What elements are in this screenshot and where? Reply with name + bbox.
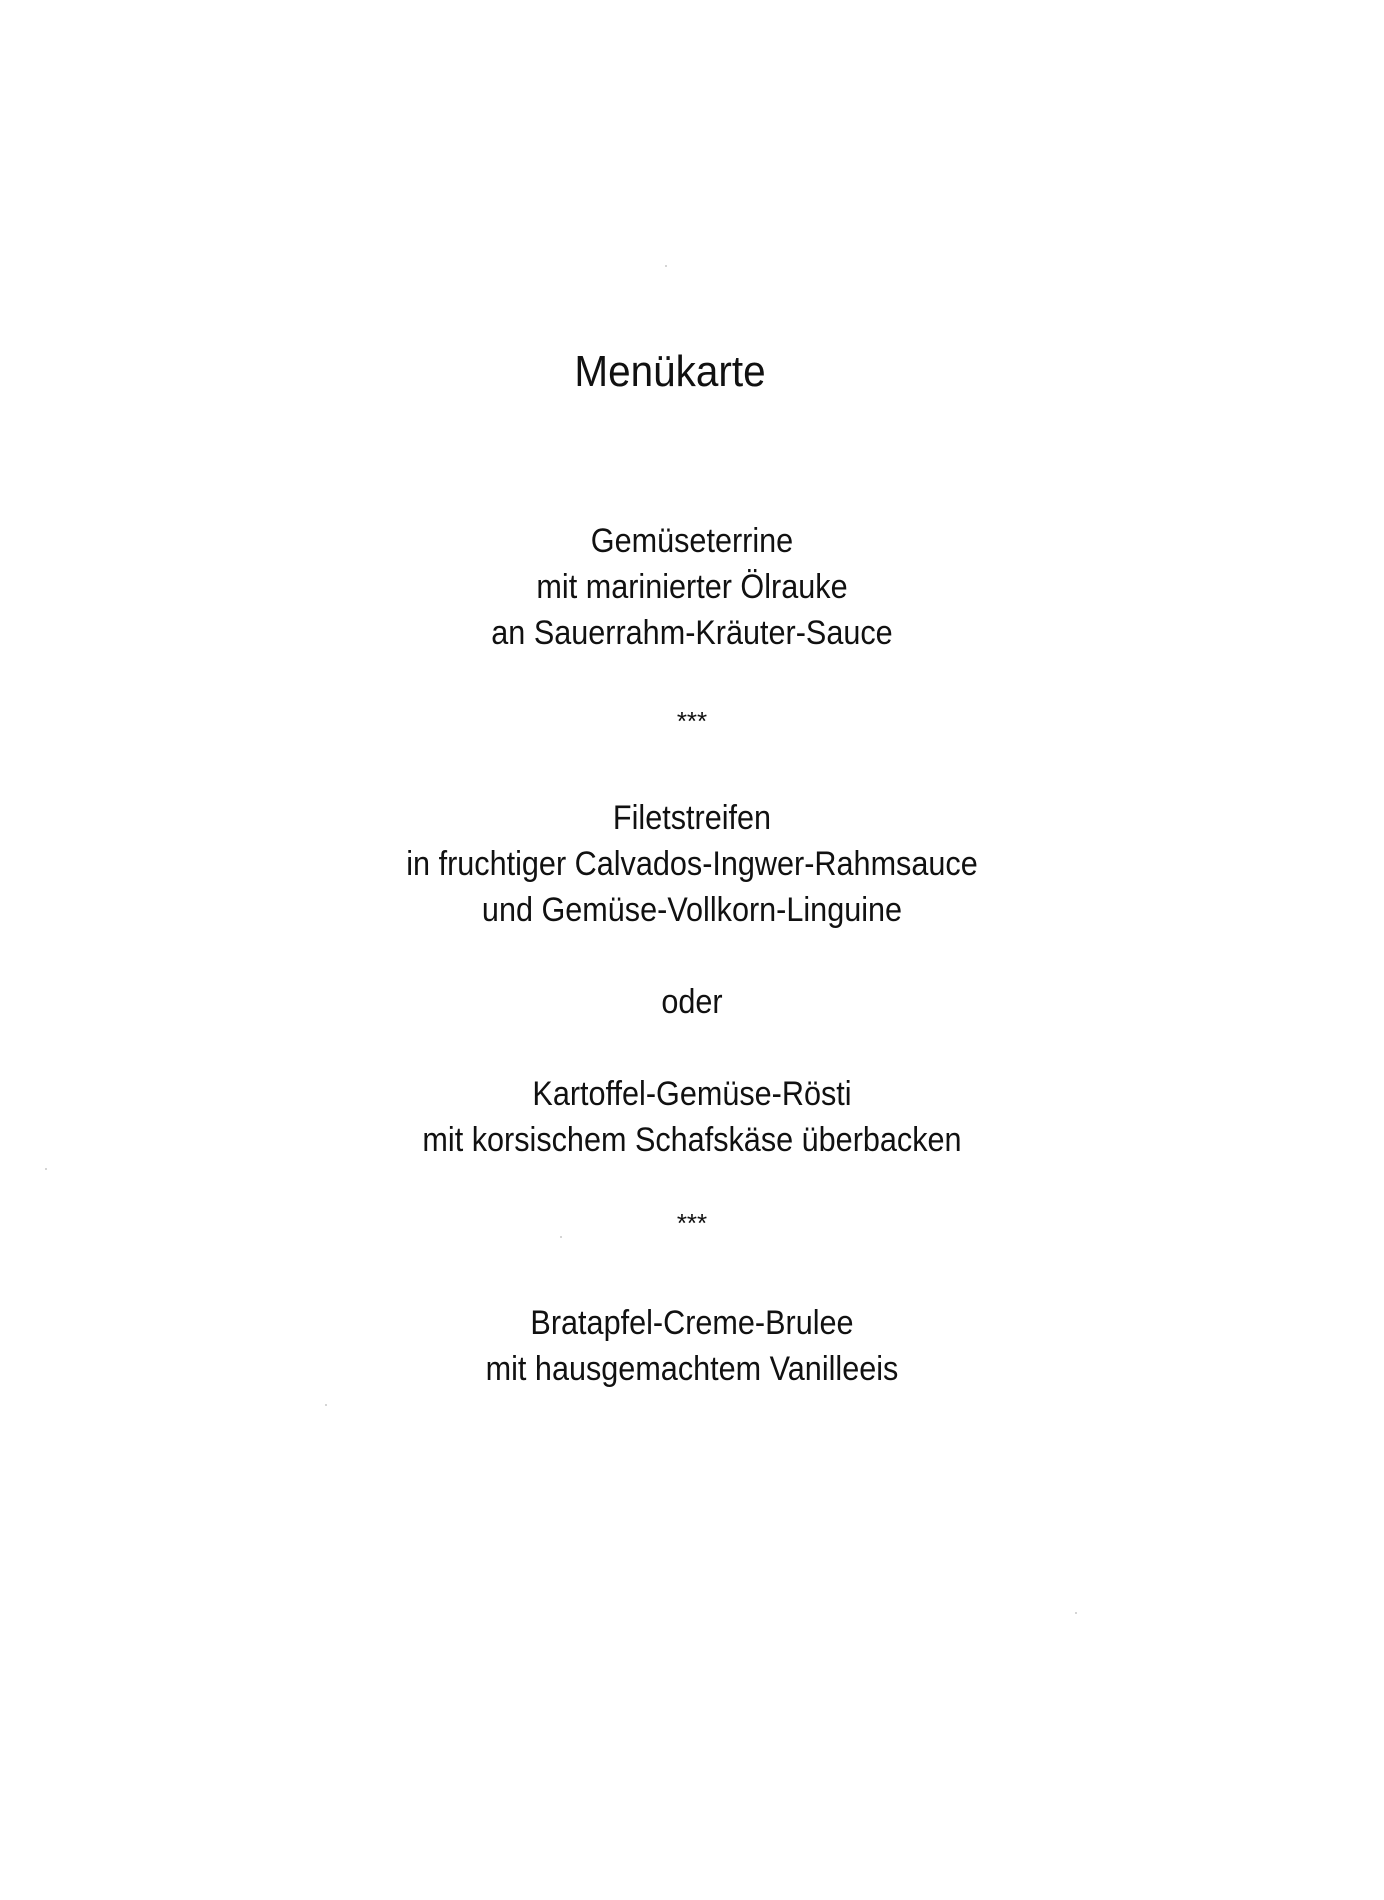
scan-speck (325, 1404, 327, 1406)
page-title: Menükarte (574, 347, 766, 396)
scan-speck (560, 1236, 562, 1238)
starter-line-3: an Sauerrahm-Kräuter-Sauce (491, 614, 893, 652)
dessert-course (0, 1300, 1384, 1392)
starter-course (0, 518, 1384, 656)
or-divider (0, 979, 1384, 1025)
main-course-2 (0, 1071, 1384, 1163)
scan-speck (1075, 1612, 1077, 1614)
scan-speck (665, 265, 667, 267)
course-separator-2: *** (676, 1208, 708, 1238)
main1-line-2: in fruchtiger Calvados-Ingwer-Rahmsauce (406, 845, 978, 883)
course-separator-1: *** (676, 706, 708, 736)
or-text: oder (661, 983, 723, 1021)
main2-line-2: mit korsischem Schafskäse überbacken (422, 1121, 962, 1159)
starter-line-2: mit marinierter Ölrauke (536, 568, 848, 606)
scan-speck (45, 1168, 47, 1170)
dessert-line-2: mit hausgemachtem Vanilleeis (485, 1350, 899, 1388)
main1-name: Filetstreifen (612, 799, 772, 837)
main1-line-3: und Gemüse-Vollkorn-Linguine (481, 891, 903, 929)
main2-name: Kartoffel-Gemüse-Rösti (532, 1075, 852, 1113)
main-course-1 (0, 795, 1384, 933)
starter-name: Gemüseterrine (590, 522, 794, 560)
dessert-name: Bratapfel-Creme-Brulee (530, 1304, 854, 1342)
